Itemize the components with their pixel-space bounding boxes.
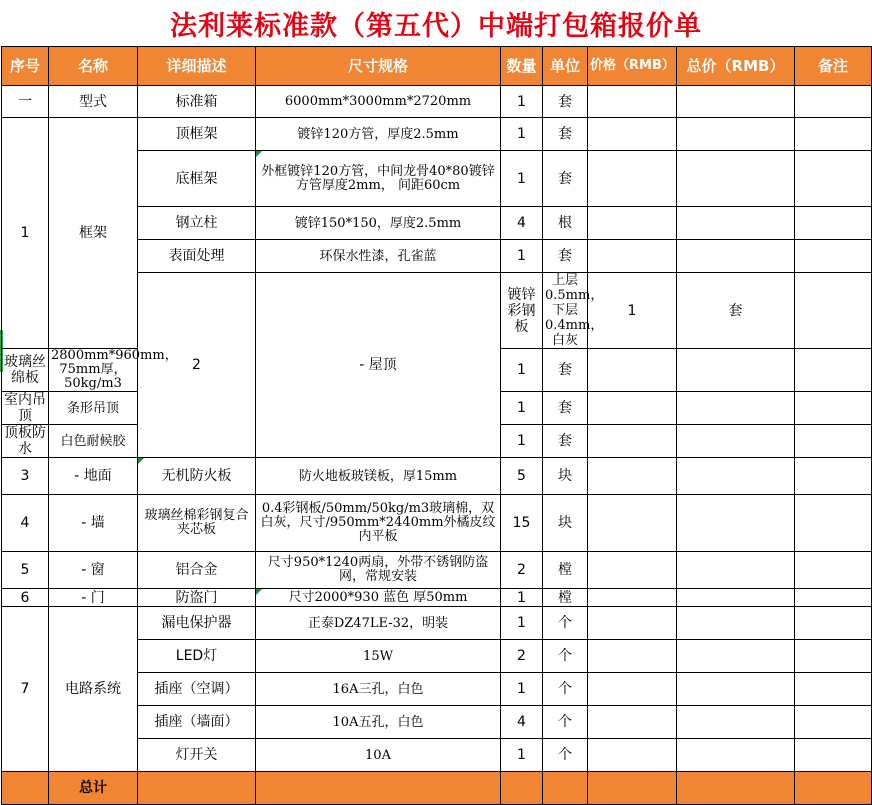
cell-spec: 白色耐候胶 <box>49 425 138 458</box>
cell-unit: 套 <box>543 240 588 273</box>
cell-qty: 1 <box>588 273 677 349</box>
cell-spec: 正泰DZ47LE-32，明装 <box>256 607 501 640</box>
cell-name: - 地面 <box>49 458 138 495</box>
cell-unit: 套 <box>543 349 588 392</box>
cell-unit: 块 <box>543 458 588 495</box>
cell-qty: 15 <box>501 495 543 552</box>
cell-remark <box>795 118 872 151</box>
cell-detail: 灯开关 <box>138 739 256 772</box>
cell-spec: 外框镀锌120方管，中间龙骨40*80镀锌方管厚度2mm， 间距60cm <box>256 151 501 207</box>
header-seq: 序号 <box>2 47 49 86</box>
cell-detail: 插座（墙面） <box>138 706 256 739</box>
cell-detail: 顶板防水 <box>2 425 49 458</box>
cell-seq: 1 <box>2 118 49 349</box>
cell-total <box>677 589 795 607</box>
cell-total <box>677 392 795 425</box>
cell-unit: 套 <box>543 392 588 425</box>
cell-price <box>588 458 677 495</box>
cell-remark <box>795 86 872 118</box>
total-label: 总计 <box>49 772 138 805</box>
cell-seq: 一 <box>2 86 49 118</box>
cell-qty: 4 <box>501 207 543 240</box>
cell-name: - 窗 <box>49 552 138 589</box>
cell-price <box>588 552 677 589</box>
cell-spec: 防火地板玻镁板，厚15mm <box>256 458 501 495</box>
cell-unit: 个 <box>543 673 588 706</box>
cell-remark <box>795 739 872 772</box>
header-unit: 单位 <box>543 47 588 86</box>
cell-total <box>677 640 795 673</box>
cell-remark <box>795 552 872 589</box>
cell-detail: LED灯 <box>138 640 256 673</box>
cell-qty: 5 <box>501 458 543 495</box>
cell-unit: 个 <box>543 739 588 772</box>
cell-seq: 6 <box>2 589 49 607</box>
cell-seq: 3 <box>2 458 49 495</box>
header-detail: 详细描述 <box>138 47 256 86</box>
cell-remark <box>795 207 872 240</box>
cell-price <box>588 772 677 805</box>
cell-unit: 套 <box>543 425 588 458</box>
cell-unit: 个 <box>543 607 588 640</box>
cell-price <box>588 425 677 458</box>
cell-detail: 底框架 <box>138 151 256 207</box>
table-row <box>2 86 872 118</box>
cell-qty: 1 <box>501 673 543 706</box>
cell-unit: 樘 <box>543 552 588 589</box>
cell-price <box>588 349 677 392</box>
cell-unit: 根 <box>543 207 588 240</box>
cell-detail: 插座（空调） <box>138 673 256 706</box>
cell-detail: 钢立柱 <box>138 207 256 240</box>
cell-detail: 无机防火板 <box>138 458 256 495</box>
cell-total <box>677 739 795 772</box>
quotation-table <box>1 46 872 805</box>
cell-spec: 2800mm*960mm， 75mm厚，50kg/m3 <box>49 349 138 392</box>
cell-spec: 环保水性漆，孔雀蓝 <box>256 240 501 273</box>
header-name: 名称 <box>49 47 138 86</box>
cell-price <box>588 640 677 673</box>
cell-spec: 0.4彩钢板/50mm/50kg/m3玻璃棉，双白灰，尺寸/950mm*2440mm外橘皮纹内平板 <box>256 495 501 552</box>
cell-spec: 尺寸950*1240两扇，外带不锈钢防盗网，常规安装 <box>256 552 501 589</box>
cell-seq <box>2 772 49 805</box>
cell-price <box>588 207 677 240</box>
cell-qty <box>501 772 543 805</box>
total-row <box>2 772 872 805</box>
cell-price <box>588 495 677 552</box>
cell-detail: 镀锌彩钢板 <box>501 273 543 349</box>
cell-total <box>677 607 795 640</box>
cell-name: - 门 <box>49 589 138 607</box>
cell-unit: 套 <box>677 273 795 349</box>
sheet-title: 法利莱标准款（第五代）中端打包箱报价单 <box>170 10 702 42</box>
cell-total <box>677 425 795 458</box>
cell-qty: 2 <box>501 552 543 589</box>
cell-unit: 个 <box>543 706 588 739</box>
cell-spec: 镀锌150*150，厚度2.5mm <box>256 207 501 240</box>
cell-spec: 16A三孔，白色 <box>256 673 501 706</box>
cell-total <box>677 86 795 118</box>
cell-detail: 漏电保护器 <box>138 607 256 640</box>
cell-seq: 2 <box>138 273 256 458</box>
cell-detail: 铝合金 <box>138 552 256 589</box>
cell-qty: 1 <box>501 425 543 458</box>
table-row <box>2 589 872 607</box>
cell-price <box>588 86 677 118</box>
cell-remark <box>795 151 872 207</box>
cell-spec: 10A <box>256 739 501 772</box>
cell-total <box>677 552 795 589</box>
cell-spec: 上层0.5mm，下层0.4mm，白灰 <box>543 273 588 349</box>
table-row <box>2 458 872 495</box>
header-total: 总价（RMB） <box>677 47 795 86</box>
cell-remark <box>795 392 872 425</box>
cell-remark <box>795 772 872 805</box>
cell-unit: 套 <box>543 86 588 118</box>
cell-name: 电路系统 <box>49 607 138 772</box>
cell-remark <box>795 458 872 495</box>
cell-qty: 1 <box>501 151 543 207</box>
cell-total <box>677 349 795 392</box>
cell-price <box>795 273 872 349</box>
cell-spec <box>256 772 501 805</box>
cell-price <box>588 673 677 706</box>
cell-remark <box>795 589 872 607</box>
cell-price <box>588 739 677 772</box>
cell-spec: 15W <box>256 640 501 673</box>
cell-detail <box>138 772 256 805</box>
cell-total <box>677 706 795 739</box>
cell-price <box>588 589 677 607</box>
table-row <box>2 607 872 640</box>
cell-unit: 樘 <box>543 589 588 607</box>
cell-remark <box>795 706 872 739</box>
cell-price <box>588 706 677 739</box>
cell-total <box>677 207 795 240</box>
cell-detail: 玻璃丝绵板 <box>2 349 49 392</box>
cell-qty: 1 <box>501 607 543 640</box>
cell-spec: 10A五孔，白色 <box>256 706 501 739</box>
cell-detail: 室内吊顶 <box>2 392 49 425</box>
cell-unit: 个 <box>543 640 588 673</box>
table-row <box>2 552 872 589</box>
cell-unit: 块 <box>543 495 588 552</box>
cell-remark <box>795 240 872 273</box>
cell-qty: 2 <box>501 640 543 673</box>
header-price: 价格（RMB） <box>588 47 677 86</box>
cell-name: - 墙 <box>49 495 138 552</box>
header-spec: 尺寸规格 <box>256 47 501 86</box>
cell-seq: 7 <box>2 607 49 772</box>
cell-detail: 顶框架 <box>138 118 256 151</box>
cell-remark <box>795 495 872 552</box>
header-qty: 数量 <box>501 47 543 86</box>
cell-total <box>677 495 795 552</box>
cell-price <box>588 607 677 640</box>
cell-total <box>677 151 795 207</box>
cell-name: 型式 <box>49 86 138 118</box>
cell-unit: 套 <box>543 151 588 207</box>
table-row <box>2 495 872 552</box>
header-remark: 备注 <box>795 47 872 86</box>
cell-price <box>588 392 677 425</box>
cell-qty: 1 <box>501 392 543 425</box>
cell-unit: 套 <box>543 118 588 151</box>
cell-remark <box>795 349 872 392</box>
cell-price <box>588 151 677 207</box>
cell-name: - 屋顶 <box>256 273 501 458</box>
cell-detail: 防盗门 <box>138 589 256 607</box>
cell-remark <box>795 425 872 458</box>
cell-detail: 标准箱 <box>138 86 256 118</box>
cell-qty: 1 <box>501 118 543 151</box>
cell-qty: 1 <box>501 589 543 607</box>
cell-price <box>588 240 677 273</box>
cell-spec: 条形吊顶 <box>49 392 138 425</box>
cell-remark <box>795 640 872 673</box>
cell-qty: 1 <box>501 739 543 772</box>
header-row <box>2 47 872 86</box>
cell-spec: 镀锌120方管，厚度2.5mm <box>256 118 501 151</box>
cell-total <box>677 673 795 706</box>
cell-seq: 5 <box>2 552 49 589</box>
cell-detail: 玻璃丝棉彩钢复合夹芯板 <box>138 495 256 552</box>
cell-remark <box>795 673 872 706</box>
cell-total <box>677 118 795 151</box>
cell-total <box>677 772 795 805</box>
cell-remark <box>795 607 872 640</box>
cell-total <box>677 458 795 495</box>
cell-spec: 6000mm*3000mm*2720mm <box>256 86 501 118</box>
cell-qty: 1 <box>501 240 543 273</box>
cell-price <box>588 118 677 151</box>
cell-qty: 4 <box>501 706 543 739</box>
cell-seq: 4 <box>2 495 49 552</box>
table-row <box>2 118 872 151</box>
cell-name: 框架 <box>49 118 138 349</box>
cell-qty: 1 <box>501 349 543 392</box>
cell-detail: 表面处理 <box>138 240 256 273</box>
cell-qty: 1 <box>501 86 543 118</box>
cell-spec: 尺寸2000*930 蓝色 厚50mm <box>256 589 501 607</box>
cell-total <box>677 240 795 273</box>
cell-unit <box>543 772 588 805</box>
